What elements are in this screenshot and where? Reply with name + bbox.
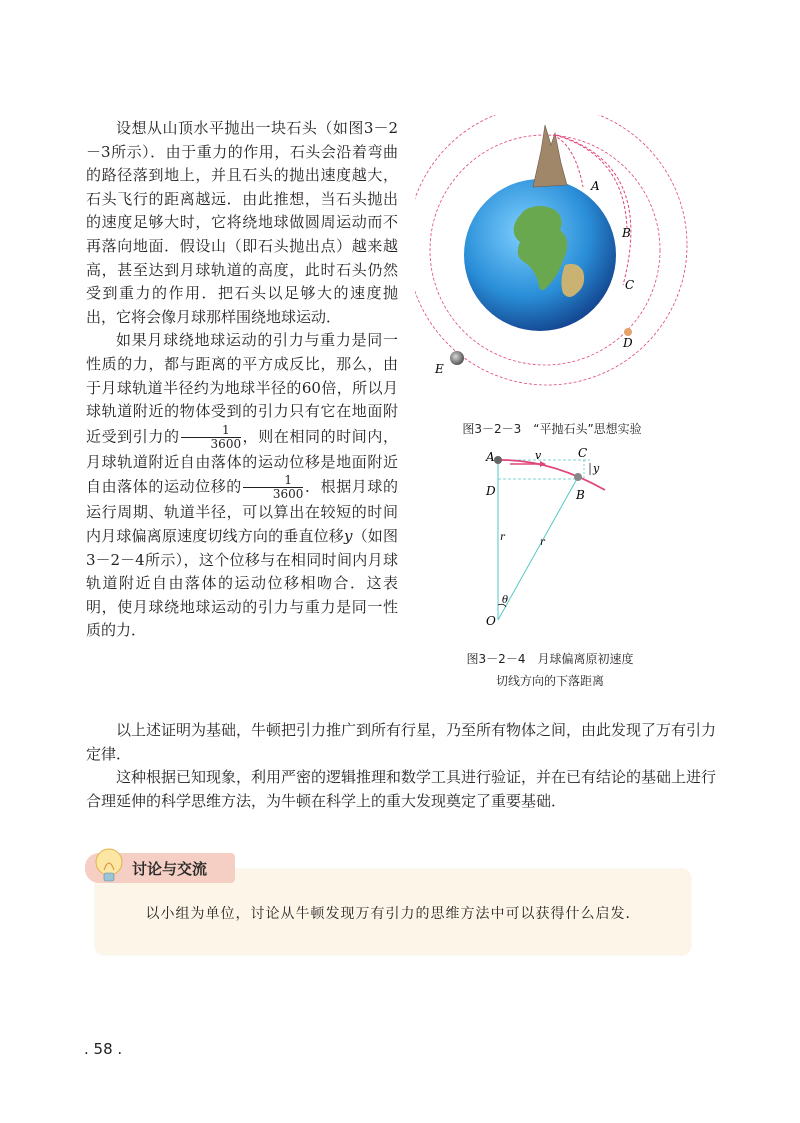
full-width-text (86, 719, 716, 813)
label-r-vertical: r (500, 532, 505, 543)
figure-moon-deviation (480, 445, 620, 630)
point-d-ball (624, 328, 632, 336)
lightbulb-icon (92, 846, 126, 886)
label-v: v (535, 449, 542, 462)
label-c: C (625, 278, 635, 292)
figure-3-2-4-caption-line1: 图3－2－4 月球偏离原初速度 (466, 652, 634, 666)
moon-at-b (574, 473, 582, 481)
fraction-denominator: 3600 (272, 487, 304, 502)
para2-part1: 如果月球绕地球运动的引力与重力是同一性质的力，都与距离的平方成反比，那么，由于月球轨道半径约为地球半径的60倍，所以月球轨道附近的物体受到的引力只有它在地面附近受到引力的 (86, 331, 398, 446)
label-a: A (486, 450, 495, 464)
figure-3-2-4-caption-line2: 切线方向的下落距离 (495, 674, 604, 688)
moon-at-a (494, 456, 502, 464)
label-c: C (578, 446, 588, 460)
paragraph-moon-gravity (86, 329, 398, 643)
label-r-diagonal: r (540, 537, 545, 548)
variable-y: y (343, 526, 353, 545)
discussion-text: 以小组为单位，讨论从牛顿发现万有引力的思维方法中可以获得什么启发． (145, 906, 641, 922)
fraction-numerator: 1 (181, 424, 242, 438)
paragraph-universal-gravitation: 以上述证明为基础，牛顿把引力推广到所有行星，乃至所有物体之间，由此发现了万有引力定律． (86, 721, 717, 763)
label-y: y (593, 462, 600, 475)
fraction-1-3600-first (181, 424, 242, 451)
para2-part3: ．根据月球的运行周期、轨道半径，可以算出在较短的时间内月球偏离原速度切线方向的垂直位移 (86, 477, 398, 545)
label-b: B (576, 488, 585, 502)
discussion-title: 讨论与交流 (132, 860, 208, 878)
label-b: B (622, 226, 631, 240)
para2-part4: （如图3－2－4所示），这个位移与在相同时间内月球轨道附近自由落体的运动位移相吻合．这表明，使月球绕地球运动的引力与重力是同一性质的力． (86, 526, 398, 640)
label-d: D (486, 484, 496, 498)
fraction-1-3600-second (243, 474, 304, 501)
mountain (533, 125, 567, 187)
fraction-denominator: 3600 (210, 436, 242, 451)
label-o: O (486, 614, 496, 628)
page-number: . 58 . (84, 1040, 123, 1058)
para2-part2: ，则在相同的时间内，月球轨道附近自由落体的运动位移是地面附近自由落体的运动位移的 (86, 427, 398, 496)
figure-throwing-stone (415, 115, 715, 390)
label-d: D (623, 336, 633, 350)
figure-3-2-3-caption: 图3－2－3 “平抛石头”思想实验 (462, 422, 642, 436)
paragraph-scientific-method: 这种根据已知现象，利用严密的逻辑推理和数学工具进行验证，并在已有结论的基础上进行合理延伸的科学思维方法，为牛顿在科学上的重大发现奠定了重要基础． (86, 768, 717, 810)
label-theta: θ (502, 595, 509, 606)
paragraph-thought-experiment: 设想从山顶水平抛出一块石头（如图3－2－3所示）．由于重力的作用，石头会沿着弯曲的路径落到地上，并且石头的抛出速度越大，石头飞行的距离越远．由此推想，当石头抛出的速度足够大时，它将绕地球做圆周运动而不再落向地面．假设山（即石头抛出点）越来越高，甚至达到月球轨道的高度，此时石头仍然受到重力的作用．把石头以足够大的速度抛出，它将会像月球那样围绕地球运动． (86, 119, 398, 326)
label-a: A (591, 179, 600, 193)
left-column-text (86, 117, 398, 643)
label-e: E (435, 362, 444, 376)
fraction-numerator: 1 (243, 474, 304, 488)
radius-line-diagonal (498, 477, 578, 620)
moon-e (450, 351, 464, 365)
